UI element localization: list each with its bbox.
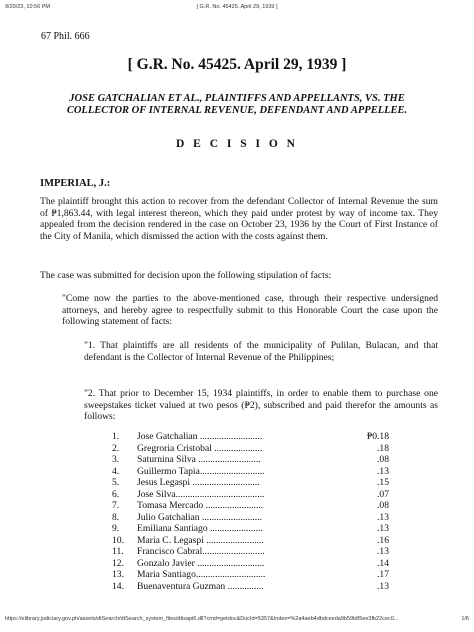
list-item <box>112 477 402 489</box>
item-amount: .15 <box>377 477 389 488</box>
print-header <box>5 4 469 14</box>
paragraph-2: The case was submitted for decision upon the following stipulation of facts: <box>40 270 332 281</box>
print-url: https://elibrary.judiciary.gov.ph/assets/dtSearch/dtSearch_system_files/dtisapi6.dll?cmd=getdoc&DocId=5357&Index=%2a4aeb4dbdceeda9b59b85ee3fb22cec0... <box>5 616 399 622</box>
decision-heading: D E C I S I O N <box>175 138 298 150</box>
item-number: 7. <box>112 500 120 511</box>
list-item <box>112 512 402 524</box>
ponente: IMPERIAL, J.: <box>40 178 111 189</box>
item-amount: .13 <box>377 546 389 557</box>
quoted-paragraph-2: "1. That plaintiffs are all residents of the municipality of Pulilan, Bulacan, and that defendant is the Collector of Internal Revenue of the Philippines; <box>84 340 438 363</box>
list-item <box>112 523 402 535</box>
item-name: Saturnina Silva .......................... <box>137 454 261 465</box>
list-item <box>112 454 402 466</box>
item-name: Jose Gatchalian .......................... <box>137 431 263 442</box>
item-name: Gonzalo Javier ............................ <box>137 557 265 569</box>
item-name: Gregroria Cristobal .................... <box>137 442 263 454</box>
citation: 67 Phil. 666 <box>41 31 90 42</box>
case-parties: JOSE GATCHALIAN ET AL., PLAINTIFFS AND APPELLANTS, VS. THE COLLECTOR OF INTERNAL REVENUE, DEFENDANT AND APPELLEE. <box>66 93 408 116</box>
item-amount: .17 <box>377 569 389 580</box>
item-amount: .18 <box>377 442 389 454</box>
item-number: 11. <box>112 546 124 557</box>
item-number: 9. <box>112 523 120 534</box>
item-name: Guillermo Tapia........................... <box>137 465 265 477</box>
list-item <box>112 535 402 547</box>
item-number: 3. <box>112 454 120 465</box>
item-number: 6. <box>112 488 120 500</box>
item-number: 10. <box>112 534 124 546</box>
item-name: Francisco Cabral.......................... <box>137 546 265 557</box>
print-datetime: 9/20/23, 10:56 PM <box>5 4 50 10</box>
paragraph-1: The plaintiff brought this action to recover from the defendant Collector of Internal Revenue the sum of ₱1,863.44, with legal interest thereon, which they paid under protest by way of income tax. They appealed from the decision rendered in the case on October 23, 1936 by the Court of First Instance of the City of Manila, which dismissed the action with the costs against them. <box>40 196 438 242</box>
list-item <box>112 443 402 455</box>
item-amount: .13 <box>377 523 389 534</box>
quoted-paragraph-1: "Come now the parties to the above-mentioned case, through their respective undersigned attorneys, and hereby agree to respectfully submit to this Honorable Court the case upon the following statement of facts: <box>62 293 438 328</box>
subscriber-list <box>112 431 402 592</box>
item-name: Emiliana Santiago ...................... <box>137 523 263 534</box>
item-name: Maria C. Legaspi ........................ <box>137 534 264 546</box>
list-item <box>112 431 402 443</box>
list-item <box>112 466 402 478</box>
print-footer <box>5 616 469 626</box>
item-amount: .07 <box>377 488 389 500</box>
list-item <box>112 569 402 581</box>
item-number: 1. <box>112 431 120 442</box>
list-item <box>112 500 402 512</box>
item-name: Julio Gatchalian ......................... <box>137 511 262 523</box>
item-name: Tomasa Mercado ........................ <box>137 500 264 511</box>
item-number: 13. <box>112 569 124 580</box>
list-item <box>112 558 402 570</box>
list-item <box>112 546 402 558</box>
page-number: 1/6 <box>461 616 469 622</box>
item-number: 5. <box>112 477 120 488</box>
list-item <box>112 581 402 593</box>
item-amount: .16 <box>377 534 389 546</box>
item-number: 4. <box>112 465 120 477</box>
item-amount: .13 <box>377 465 389 477</box>
item-amount: .13 <box>377 511 389 523</box>
item-amount: ₱0.18 <box>366 431 389 442</box>
item-number: 2. <box>112 442 120 454</box>
print-tab-title: [ G.R. No. 45425. April 29, 1939 ] <box>196 4 278 10</box>
list-item <box>112 489 402 501</box>
item-number: 12. <box>112 557 124 569</box>
case-title: [ G.R. No. 45425. April 29, 1939 ] <box>127 56 347 73</box>
item-name: Jesus Legaspi ............................ <box>137 477 260 488</box>
item-number: 14. <box>112 580 124 592</box>
item-name: Jose Silva..................................... <box>137 488 265 500</box>
item-amount: .14 <box>377 557 389 569</box>
item-amount: .13 <box>377 580 389 592</box>
quoted-paragraph-3: "2. That prior to December 15, 1934 plaintiffs, in order to enable them to purchase one sweepstakes ticket valued at two pesos (₱2), subscribed and paid therefor the amounts as follows: <box>84 388 438 423</box>
item-amount: .08 <box>377 500 389 511</box>
item-name: Buenaventura Guzman ............... <box>137 580 264 592</box>
item-amount: .08 <box>377 454 389 465</box>
item-name: Maria Santiago............................. <box>137 569 266 580</box>
item-number: 8. <box>112 511 120 523</box>
